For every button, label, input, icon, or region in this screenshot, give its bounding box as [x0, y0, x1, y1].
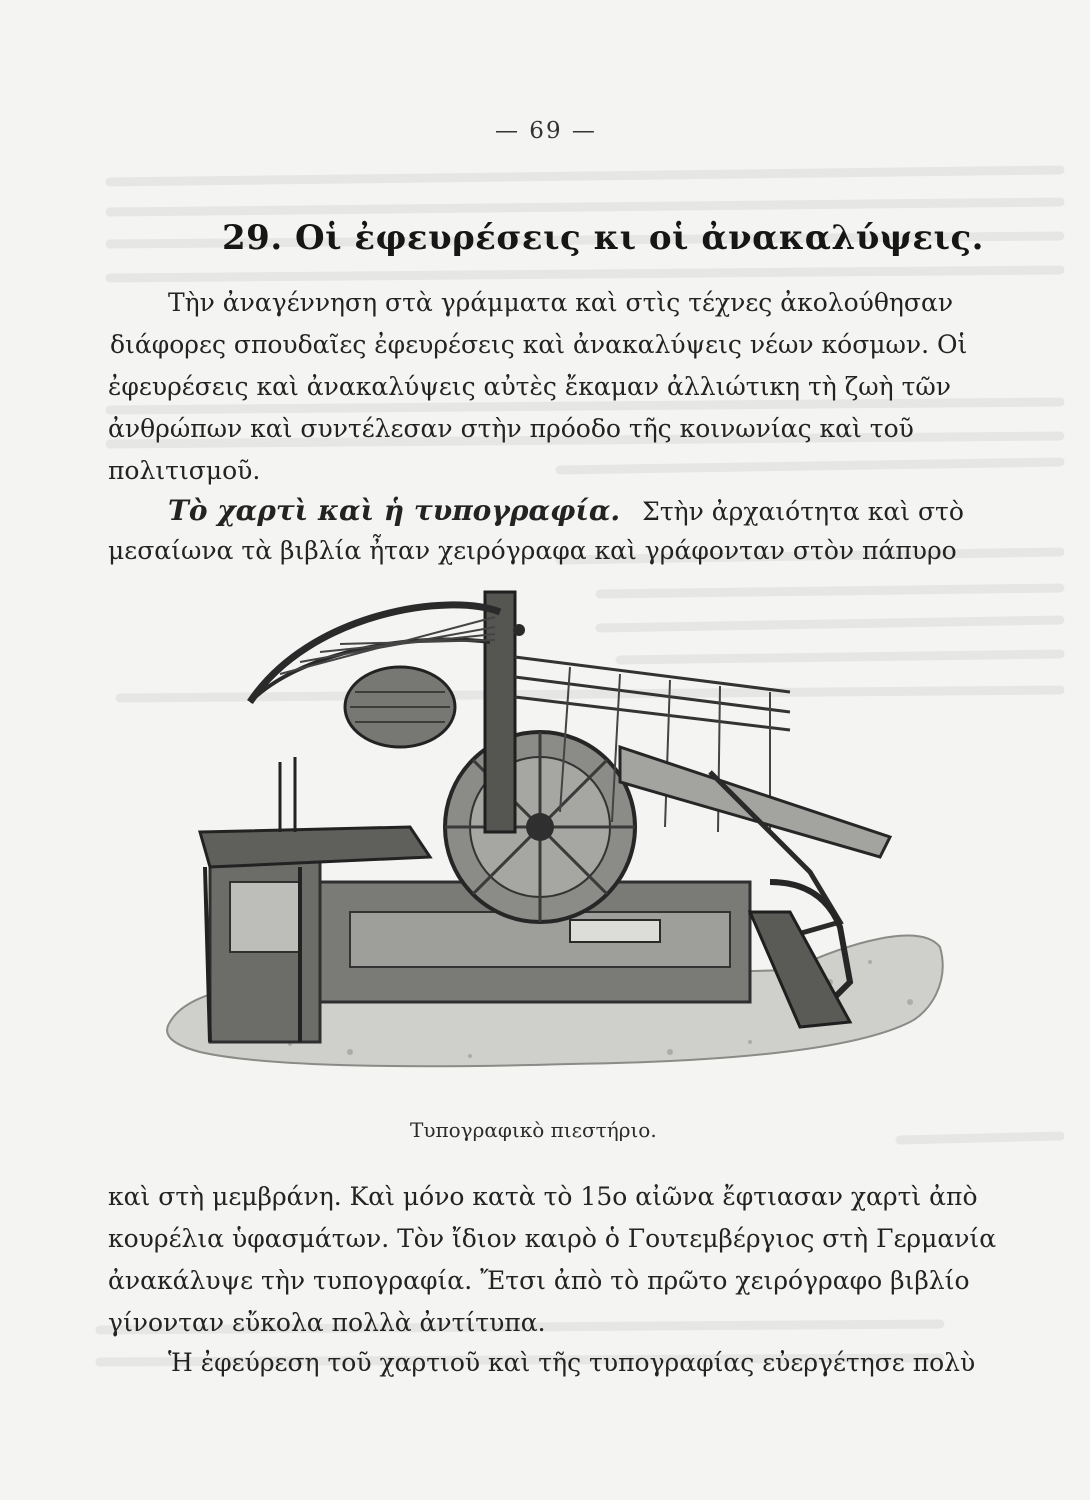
printing-press-engraving [150, 582, 950, 1092]
paragraph-2-line-5: ἀνακάλυψε τὴν τυπογραφία. Ἔτσι ἀπὸ τὸ πρῶτο χειρόγραφο βιβλίο [108, 1266, 970, 1295]
paragraph-1-line-2: διάφορες σπουδαῖες ἐφευρέσεις καὶ ἀνακαλύψεις νέων κόσμων. Οἱ [110, 330, 968, 359]
paragraph-1-line-3: ἐφευρέσεις καὶ ἀνακαλύψεις αὐτὲς ἔκαμαν ἀλλιώτικη τὴ ζωὴ τῶν [108, 372, 952, 401]
paragraph-3-line-1: Ἡ ἐφεύρεση τοῦ χαρτιοῦ καὶ τῆς τυπογραφίας εὐεργέτησε πολὺ [168, 1348, 976, 1377]
paragraph-2-line-4: κουρέλια ὑφασμάτων. Τὸν ἴδιον καιρὸ ὁ Γουτεμβέργιος στὴ Γερμανία [108, 1224, 997, 1253]
paragraph-1-line-1: Τὴν ἀναγέννηση στὰ γράμματα καὶ στὶς τέχνες ἀκολούθησαν [168, 288, 954, 317]
figure-caption: Τυπογραφικὸ πιεστήριο. [410, 1118, 657, 1142]
page-number: — 69 — [495, 118, 597, 144]
paragraph-2-lead: Τὸ χαρτὶ καὶ ἡ τυπογραφία. [168, 494, 621, 527]
paragraph-2-line-3: καὶ στὴ μεμβράνη. Καὶ μόνο κατὰ τὸ 15ο αἰῶνα ἔφτιασαν χαρτὶ ἀπὸ [108, 1182, 978, 1211]
paragraph-2-line-2: μεσαίωνα τὰ βιβλία ἦταν χειρόγραφα καὶ γράφονταν στὸν πάπυρο [108, 536, 957, 565]
paragraph-2-line-1 [168, 494, 964, 527]
paragraph-1-line-4: ἀνθρώπων καὶ συντέλεσαν στὴν πρόοδο τῆς κοινωνίας καὶ τοῦ [108, 414, 914, 443]
section-title: 29. Οἱ ἐφευρέσεις κι οἱ ἀνακαλύψεις. [222, 218, 984, 258]
paragraph-2-line-1-rest: Στὴν ἀρχαιότητα καὶ στὸ [642, 497, 964, 526]
paragraph-1-line-5: πολιτισμοῦ. [108, 456, 261, 485]
paragraph-2-line-6: γίνονταν εὔκολα πολλὰ ἀντίτυπα. [108, 1308, 546, 1337]
